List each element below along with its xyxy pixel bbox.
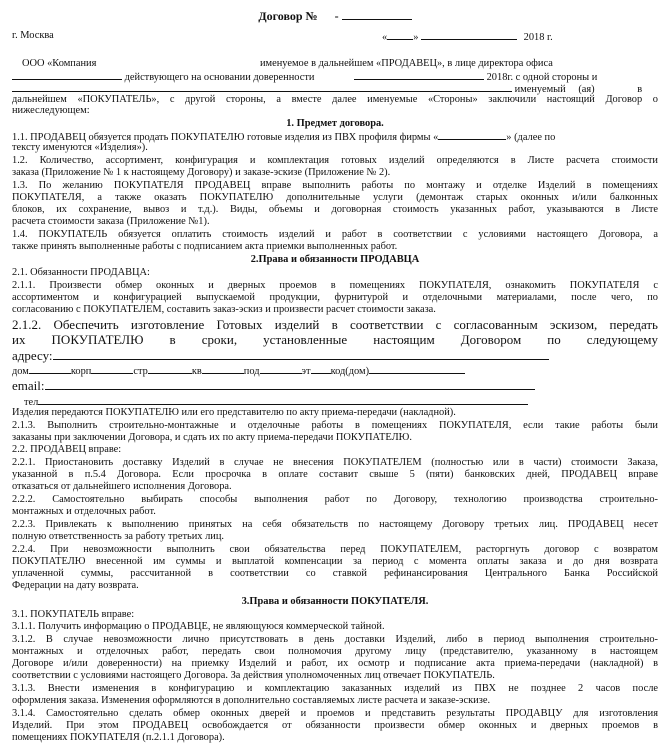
- contract-title: [12, 10, 658, 22]
- month-blank[interactable]: [421, 30, 517, 40]
- s1-line-8: расчета стоимости заказа (Приложение №1).: [12, 216, 210, 227]
- floor-blank[interactable]: [311, 364, 331, 374]
- p222-line-2: монтажных и отделочных работ.: [12, 506, 156, 517]
- title-prefix: Договор №: [258, 9, 318, 23]
- p314-line-1: 3.1.4. Самостоятельно сделать обмер оконных дверей и проемов и представить результаты ПРОДАВЦУ для изготовления: [12, 708, 658, 719]
- preamble-line-1b: именуемое в дальнейшем «ПРОДАВЕЦ», в лице директора офиса: [260, 58, 553, 69]
- apartment-blank[interactable]: [202, 364, 244, 374]
- p313-line-1: 3.1.3. Внести изменения в конфигурацию и комплектацию заказанных изделий из ПВХ не позднее 2 часов после: [12, 683, 658, 694]
- p211-line-1: 2.1.1. Произвести обмер оконных и дверных проемов в помещениях ПОКУПАТЕЛЯ, ознакомить ПОКУПАТЕЛЯ с: [12, 280, 658, 291]
- s1-line-1-text: 1.1. ПРОДАВЕЦ обязуется продать ПОКУПАТЕЛЮ готовые изделия из ПВХ профиля фирмы «: [12, 132, 439, 143]
- email-line: [12, 378, 535, 393]
- address-blank[interactable]: [53, 348, 549, 360]
- date-quote-close: »: [413, 32, 419, 43]
- s2-sub-1: 2.1. Обязанности ПРОДАВЦА:: [12, 267, 150, 278]
- s1-line-6: ПОКУПАТЕЛЯ, а также оказать ПОКУПАТЕЛЮ дополнительные услуги (демонтаж старых оконных и/или балконных: [12, 192, 658, 203]
- s1-line-9: 1.4. ПОКУПАТЕЛЬ обязуется оплатить стоимость изделий и работ в соответствии с условиями настоящего Договора, а: [12, 229, 658, 240]
- section-1-heading: 1. Предмет договора.: [286, 118, 384, 129]
- house-blank[interactable]: [29, 364, 71, 374]
- day-blank[interactable]: [387, 30, 413, 40]
- preamble-line-4: дальнейшем «ПОКУПАТЕЛЬ», с другой стороны, а вместе далее именуемые «Стороны» заключили настоящий Договор о: [12, 94, 658, 105]
- p312-line-4: соответствии с условиями настоящего Договора. За действия уполномоченных лиц отвечает ПОКУПАТЕЛЬ.: [12, 670, 495, 681]
- email-blank[interactable]: [45, 378, 535, 390]
- p313-line-2: оформления заказа. Изменения оформляются в дополнительно составляемых листе расчета и заказе-эскизе.: [12, 695, 491, 706]
- title-dash: -: [334, 9, 339, 23]
- s1-line-3: 1.2. Количество, ассортимент, конфигурация и комплектация готовых изделий определяются в Листе расчета стоимости: [12, 155, 658, 166]
- p223-line-1: 2.2.3. Привлекать к выполнению принятых на себя обязательств по настоящему Договору третьих лиц. ПРОДАВЕЦ несет: [12, 519, 658, 530]
- section-2-heading: 2.Права и обязанности ПРОДАВЦА: [250, 254, 420, 265]
- preamble-line-1a: ООО «Компания: [22, 58, 97, 69]
- s1-line-2: тексту именуются «Изделия»).: [12, 142, 148, 153]
- p212-line-1: 2.1.2. Обеспечить изготовление Готовых изделий в соответствии с согласованным эскизом, передать: [12, 318, 658, 332]
- s1-line-4: заказа (Приложение № 1 к настоящему Договору) и заказе-эскизе (Приложение № 2).: [12, 167, 391, 178]
- s1-line-5: 1.3. По желанию ПОКУПАТЕЛЯ ПРОДАВЕЦ вправе выполнить работы по монтажу и отделке Изделий в помещениях: [12, 180, 658, 191]
- address-fields: [12, 364, 465, 377]
- proxy-blank[interactable]: [354, 70, 484, 80]
- p224-line-2: ПОКУПАТЕЛЮ внесенной им суммы и выплатой компенсации за период с момента оплаты заказа и до дня возврата: [12, 556, 658, 567]
- structure-blank[interactable]: [148, 364, 192, 374]
- address-label: адресу:: [12, 348, 53, 363]
- s1-line-7: блоков, их сохранение, вывоз и т.д.). Виды, объемы и договорная стоимость указанных работ, указываются в Листе: [12, 204, 658, 215]
- tel-blank[interactable]: [38, 395, 528, 405]
- field-apartment: кв: [191, 366, 202, 377]
- p223-line-2: полную ответственность за работу третьих лиц.: [12, 531, 224, 542]
- profile-brand-blank[interactable]: [438, 130, 506, 140]
- p312-line-2: монтажных и отделочных работ, передать свои полномочия другому лицу (представителю, указанному в настоящем: [12, 646, 658, 657]
- s1-line-1-tail: » (далее по: [506, 132, 556, 143]
- building-blank[interactable]: [91, 364, 133, 374]
- year: 2018 г.: [523, 32, 553, 43]
- p221-line-3: отказаться от дальнейшего исполнения Договора.: [12, 481, 232, 492]
- p314-line-3: помещениях ПОКУПАТЕЛЯ (п.2.1.1 Договора).: [12, 732, 225, 743]
- p221-line-2: указанной в п.5.4 Договора. Если просрочка в оплате составит свыше 5 (пяти) банковских дней, ПРОДАВЕЦ вправе: [12, 469, 658, 480]
- field-floor: эт: [301, 366, 311, 377]
- preamble-line-2a: действующего на основании доверенности: [124, 72, 315, 83]
- p222-line-1: 2.2.2. Самостоятельно выбирать способы выполнения работ по Договору, технологию производства строительно-: [12, 494, 658, 505]
- tel-label: тел: [24, 397, 39, 408]
- buyer-name-blank[interactable]: [12, 82, 512, 92]
- p212-tail: Изделия передаются ПОКУПАТЕЛЮ или его представителю по акту приема-передачи (накладной).: [12, 407, 456, 418]
- email-label: email:: [12, 378, 45, 393]
- date-line: [382, 30, 553, 43]
- field-house: дом: [12, 366, 29, 377]
- p224-line-4: Федерации на дату возврата.: [12, 580, 139, 591]
- field-entrance: под: [243, 366, 260, 377]
- s3-sub-1: 3.1. ПОКУПАТЕЛЬ вправе:: [12, 609, 135, 620]
- p312-line-1: 3.1.2. В случае невозможности лично присутствовать в день доставки Изделий, либо в период выполнения строительно-: [12, 634, 658, 645]
- contract-number-blank[interactable]: [342, 10, 412, 20]
- address-line: [12, 348, 549, 363]
- p211-line-3: согласованию с ПОКУПАТЕЛЕМ, составить заказ-эскиз и произвести расчет стоимости заказа.: [12, 304, 436, 315]
- preamble-line-5: нижеследующем:: [12, 105, 90, 116]
- s2-sub-2: 2.2. ПРОДАВЕЦ вправе:: [12, 444, 122, 455]
- p311: 3.1.1. Получить информацию о ПРОДАВЦЕ, не являющуюся коммерческой тайной.: [12, 621, 385, 632]
- s1-line-10: также принять выполненные работы с подписанием акта приемки выполненных работ.: [12, 241, 398, 252]
- preamble-line-3a: именуемый: [514, 84, 566, 95]
- p314-line-2: Изделий. При этом ПРОДАВЕЦ освобождается от обязанности произвести обмер оконных и дверных проемов в: [12, 720, 658, 731]
- door-code-blank[interactable]: [369, 364, 465, 374]
- director-name-blank[interactable]: [12, 70, 122, 80]
- p224-line-1: 2.2.4. При невозможности выполнить свои обязательства перед ПОКУПАТЕЛЕМ, расторгнуть договор с возвратом: [12, 544, 658, 555]
- date-quote-open: «: [382, 32, 388, 43]
- preamble-line-2b: 2018г. с одной стороны и: [486, 72, 598, 83]
- p211-line-2: ассортиментом и конфигурацией выпускаемой продукции, фурнитурой и отделочными материалами, после чего, по: [12, 292, 658, 303]
- p224-line-3: уплаченной суммы, рассчитанной в соответствии со ставкой рефинансирования Центрального Банка Российской: [12, 568, 658, 579]
- field-structure: стр: [133, 366, 148, 377]
- p213-line-1: 2.1.3. Выполнить строительно-монтажные и отделочные работы в помещениях ПОКУПАТЕЛЯ, если такие работы были: [12, 420, 658, 431]
- section-3-heading: 3.Права и обязанности ПОКУПАТЕЛЯ.: [241, 596, 429, 607]
- entrance-blank[interactable]: [260, 364, 302, 374]
- field-building: корп: [70, 366, 92, 377]
- p212-line-2: их ПОКУПАТЕЛЮ в сроки, установленные настоящим Договором по следующему: [12, 333, 658, 347]
- field-door-code: код(дом): [330, 366, 370, 377]
- p221-line-1: 2.2.1. Приостановить доставку Изделий в случае не внесения ПОКУПАТЕЛЕМ (полностью или в части) стоимости Заказа,: [12, 457, 658, 468]
- p213-line-2: заказаны при заключении Договора, и сдать их по акту приема-передачи ПОКУПАТЕЛЮ.: [12, 432, 412, 443]
- preamble-line-3c: в: [637, 84, 643, 95]
- preamble-line-3b: (ая): [578, 84, 595, 95]
- city: г. Москва: [12, 30, 54, 41]
- p312-line-3: Договоре и/или доверенности) на приемку Изделий и работ, их осмотр и подписание акта приема-передачи (накладной) в: [12, 658, 658, 669]
